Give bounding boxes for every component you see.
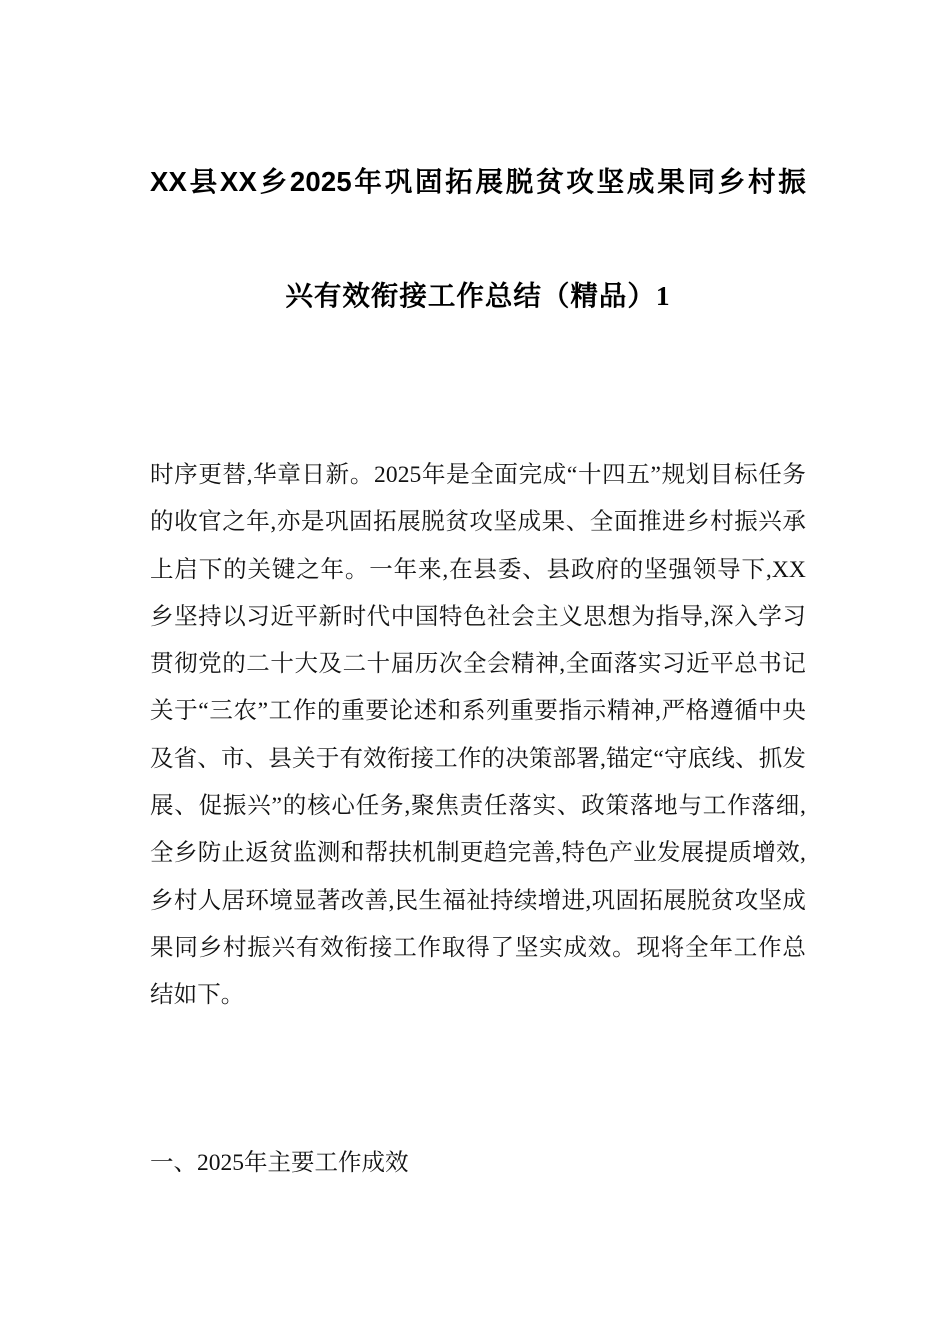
- document-title-line-1: XX县XX乡2025年巩固拓展脱贫攻坚成果同乡村振: [150, 166, 806, 197]
- section-heading-1: 一、2025年主要工作成效: [150, 1150, 409, 1176]
- document-body: [150, 452, 806, 1020]
- document-title-line-2: 兴有效衔接工作总结（精品）1: [285, 280, 671, 311]
- body-paragraph-intro: 时序更替,华章日新。2025年是全面完成“十四五”规划目标任务的收官之年,亦是巩固拓展脱贫攻坚成果、全面推进乡村振兴承上启下的关键之年。一年来,在县委、县政府的坚强领导下,XX乡坚持以习近平新时代中国特色社会主义思想为指导,深入学习贯彻党的二十大及二十届历次全会精神,全面落实习近平总书记关于“三农”工作的重要论述和系列重要指示精神,严格遵循中央及省、市、县关于有效衔接工作的决策部署,锚定“守底线、抓发展、促振兴”的核心任务,聚焦责任落实、政策落地与工作落细,全乡防止返贫监测和帮扶机制更趋完善,特色产业发展提质增效,乡村人居环境显著改善,民生福祉持续增进,巩固拓展脱贫攻坚成果同乡村振兴有效衔接工作取得了坚实成效。现将全年工作总结如下。: [150, 462, 806, 1009]
